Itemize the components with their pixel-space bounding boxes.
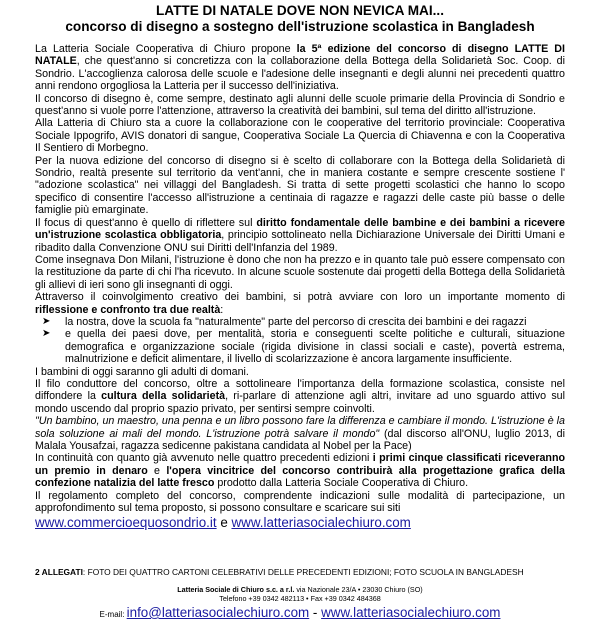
footer-address-line [0, 585, 600, 594]
separator: - [309, 605, 322, 620]
bullet-arrow-icon: ➤ [42, 315, 51, 327]
right-to-education-highlight: diritto fondamentale delle bambine e dei bambini a ricevere un'istruzione scolastica obbligatoria [35, 216, 565, 242]
list-item-text: e quella dei paesi dove, per mentalità, storia e conseguenti scelte politiche e culturali, situazione demografica e organizzazione sociale (rigida divisione in classi sociali e caste), povertà estrema, malnutrizione e deficit alimentare, il livello di scolarizzazione è ancora largamente insufficiente. [65, 328, 565, 366]
list-item [35, 328, 565, 365]
commercio-equo-link[interactable]: www.commercioequosondrio.it [35, 515, 217, 531]
prize-highlight: i primi cinque classificati riceveranno un premio in denaro [35, 452, 566, 477]
document-title: LATTE DI NATALE DOVE NON NEVICA MAI... [156, 3, 444, 18]
solidarity-highlight: cultura della solidarietà [101, 390, 226, 403]
attachments-label: 2 ALLEGATI [35, 567, 83, 577]
text: e [216, 515, 232, 531]
footer [0, 585, 600, 603]
paragraph-focus [35, 217, 565, 254]
text: In continuità con quanto già avvenuto nelle quattro precedenti edizioni [35, 452, 373, 465]
paragraph-intro [35, 43, 565, 93]
text: Il focus di quest'anno è quello di riflettere sul [35, 216, 257, 229]
reflection-highlight: riflessione e confronto tra due realtà [35, 303, 221, 316]
quote-source: (dal discorso all'ONU, luglio 2013, di Malala Yousafzai, ragazza sedicenne pakistana candidata al Nobel per la Pace) [35, 427, 565, 452]
bullet-list [35, 316, 565, 366]
attachments-text: : FOTO DEI QUATTRO CARTONI CELEBRATIVI DELLE PRECEDENTI EDIZIONI; FOTO SCUOLA IN BANGLADESH [82, 567, 524, 577]
winner-highlight: l'opera vincitrice del concorso contribuirà alla progettazione grafica della confezione natalizia del latte fresco [35, 464, 565, 490]
document-subtitle: concorso di disegno a sostegno dell'istruzione scolastica in Bangladesh [65, 19, 535, 34]
paragraph-cooperatives: Alla Latteria di Chiuro sta a cuore la collaborazione con le cooperative del territorio provinciale: Cooperativa Sociale Ippogrifo, AVIS donatori di sangue, Cooperativa Sociale La Quercia di Chiavenna e con la Cooperativa Il Sentiero di Morbegno. [35, 117, 565, 155]
paragraph-rules: Il regolamento completo del concorso, comprendente indicazioni sulle modalità di partecipazione, un approfondimento sul tema proposto, si possono consultare e scaricare sui siti [35, 489, 565, 515]
text: La Latteria Sociale Cooperativa di Chiuro propone [35, 43, 297, 55]
list-item [35, 316, 565, 328]
document-body [35, 43, 565, 531]
edition-highlight: la 5ª edizione del concorso di disegno LATTE DI NATALE [35, 43, 565, 68]
paragraph-solidarity [35, 378, 565, 415]
paragraph-prizes [35, 452, 565, 489]
footer-website-link[interactable]: www.latteriasocialechiuro.com [321, 605, 501, 620]
company-address: via Nazionale 23/A • 23030 Chiuro (SO) [294, 585, 423, 594]
text: Il filo conduttore del concorso, oltre a sottolineare l'importanza della formazione scolastica, consiste nel diffondere la [35, 377, 565, 403]
latteria-website-link[interactable]: www.latteriasocialechiuro.com [231, 515, 411, 531]
attachments-note [35, 567, 575, 577]
bullet-arrow-icon: ➤ [42, 328, 51, 340]
paragraph-reflection [35, 291, 565, 316]
text: : [220, 303, 224, 316]
text: Attraverso il coinvolgimento creativo dei bambini, si potrà avviare con loro un importante momento di [35, 291, 565, 304]
text: , ri-parlare di attenzione agli altri, invitare ad uno sguardo attivo sul mondo uscendo dal proprio spazio privato, per sentirsi sempre coinvolti. [35, 390, 565, 415]
paragraph-target: Il concorso di disegno è, come sempre, destinato agli alunni delle scuole primarie della Provincia di Sondrio e quest'anno si vuole porre l'attenzione, attraverso la creatività dei bambini, sul tema del diritto all'istruzione. [35, 92, 565, 118]
text: prodotto dalla Latteria Sociale Cooperativa di Chiuro. [214, 477, 469, 490]
email-link[interactable]: info@latteriasocialechiuro.com [126, 605, 310, 620]
footer-phones: Telefono +39 0342 482113 • Fax +39 0342 484368 [219, 594, 381, 603]
footer-contacts [0, 605, 600, 623]
email-label: E-mail: [99, 610, 127, 619]
quote: "Un bambino, un maestro, una penna e un libro possono fare la differenza e cambiare il mondo. L'istruzione è la sola soluzione ai mali del mondo. L'istruzione potrà salvare il mondo" [35, 415, 565, 440]
text: e [147, 464, 167, 477]
paragraph-malala-quote [35, 415, 565, 452]
paragraph-collaboration: Per la nuova edizione del concorso di disegno si è scelto di collaborare con la Bottega della Solidarietà di Sondrio, realtà presente sul territorio da vent'anni, che in maniera costante e sempre crescente sostiene l' "adozione scolastica" nei villaggi del Bangladesh. Si tratta di sette progetti scolastici che hanno lo scopo specifico di consentire l'accesso all'istruzione a centinaia di ragazze e ragazzi delle caste più basse o delle famiglie più emarginate. [35, 154, 565, 217]
text: , che quest'anno si concretizza con la collaborazione della Bottega della Solidarietà Soc. Coop. di Sondrio. L'accoglienza calorosa delle scuole e l'adesione delle insegnanti e degli alunni nei precedenti quattro anni rendono orgogliosa la Latteria per il successo dell'iniziativa. [35, 55, 565, 93]
paragraph-don-milani: Come insegnava Don Milani, l'istruzione è dono che non ha prezzo e in quanto tale può essere compensato con la restituzione da parte di chi l'ha ricevuto. In alcune scuole sostenute dai progetti della Bottega della Solidarietà gli allievi di ieri sono gli insegnanti di oggi. [35, 253, 565, 291]
links-line [35, 514, 565, 531]
list-item-text: la nostra, dove la scuola fa "naturalmente" parte del percorso di crescita dei bambini e dei ragazzi [65, 315, 527, 328]
company-name: Latteria Sociale di Chiuro s.c. a r.l. [177, 585, 295, 594]
text: , principio sottolineato nella Dichiarazione Universale dei Diritti Umani e ribadito dalla Convenzione ONU sui Diritti dell'Infanzia del 1989. [35, 229, 565, 254]
paragraph-adults: I bambini di oggi saranno gli adulti di domani. [35, 365, 249, 378]
